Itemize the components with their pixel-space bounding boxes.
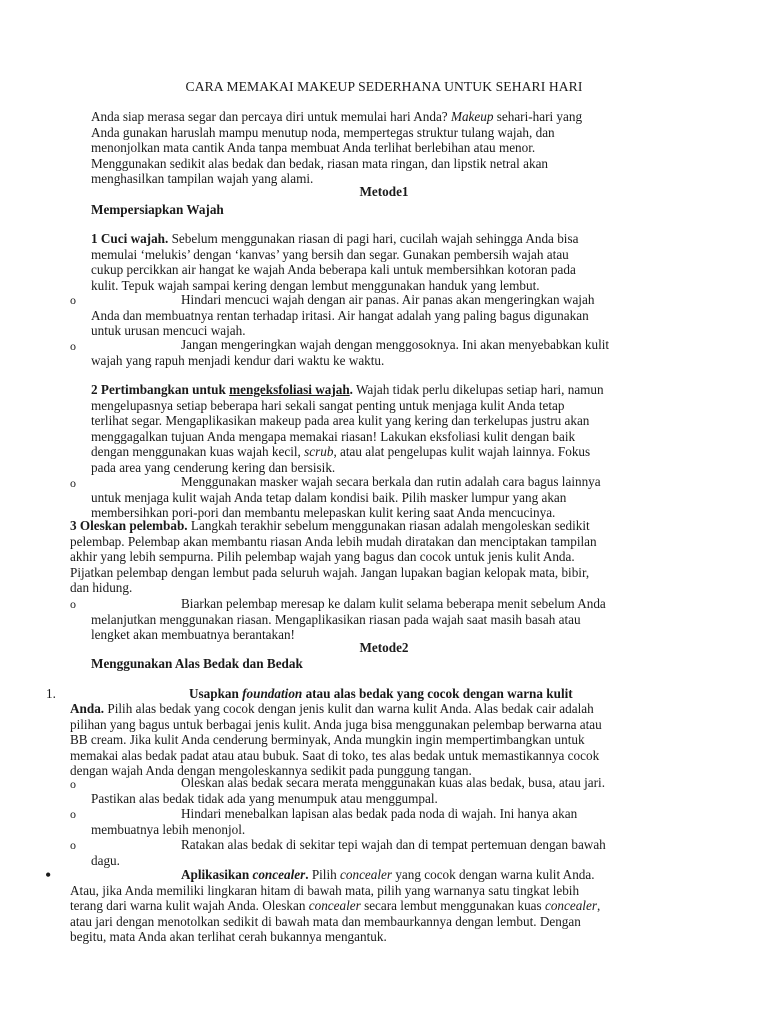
bullet-marker: o (70, 339, 76, 353)
step3-paragraph (70, 518, 597, 596)
bullet-line: untuk urusan mencuci wajah. (91, 323, 246, 339)
m2-step2-italic: concealer (308, 898, 361, 914)
bullet-line: Menggunakan masker wajah secara berkala dan rutin adalah cara bagus lainnya (181, 474, 601, 489)
m2-step2-line: begitu, mata Anda akan terlihat cerah bukannya mengantuk. (70, 929, 387, 945)
m2-step2-line: Atau, jika Anda memiliki lingkaran hitam di bawah mata, pilih yang warnanya satu tingkat lebih (70, 882, 580, 898)
intro-line: menonjolkan mata cantik Anda tanpa membuat Anda terlihat berlebihan atau menor. (91, 140, 536, 156)
intro-italic-makeup: Makeup (450, 109, 494, 124)
step2-line: terlihat segar. Mengaplikasikan makeup pada area kulit yang kering dan terkelupas justru akan (91, 413, 590, 429)
intro-text: Anda siap merasa segar dan percaya diri untuk memulai hari Anda? (91, 109, 451, 124)
step1-line: kulit. Tepuk wajah sampai kering dengan lembut menggunakan handuk yang lembut. (91, 277, 540, 293)
step1-title: 1 Cuci wajah. (91, 231, 169, 246)
step2-text: Wajah tidak perlu dikelupas setiap hari, namun (352, 382, 604, 397)
step2-italic-scrub: scrub (304, 444, 334, 460)
step3-line: akhir yang lebih sempurna. Pilih pelembap wajah yang bagus dan cocok untuk jenis kulit Anda. (70, 549, 575, 565)
step1-paragraph (91, 231, 578, 293)
m2-step1-paragraph (70, 701, 602, 779)
bullet-line: dagu. (91, 852, 120, 868)
m2-step1-line: BB cream. Jika kulit Anda cenderung berminyak, Anda mungkin ingin mempertimbangkan untuk (70, 732, 585, 748)
bullet-line: lengket akan membuatnya berantakan! (91, 627, 295, 643)
m2-step1-title: Usapkan (189, 686, 243, 701)
m2-step2-italic-concealer: concealer (252, 867, 306, 882)
bullet-line: membersihkan pori-pori dan membantu melepaskan kulit kering saat Anda mencucinya. (91, 505, 556, 521)
m2-step1-bullet3 (91, 837, 606, 868)
bullet-dot: • (45, 865, 52, 885)
intro-line: menghasilkan tampilan wajah yang alami. (91, 171, 314, 187)
bullet-line: Jangan mengeringkan wajah dengan menggosoknya. Ini akan menyebabkan kulit (181, 337, 610, 352)
m2-step1-title-end: Anda. (70, 701, 105, 716)
bullet-line: membuatnya lebih menonjol. (91, 821, 246, 837)
intro-text: sehari-hari yang (493, 109, 583, 124)
step2-line: mengelupasnya setiap beberapa hari sekali sangat penting untuk menjaga kulit Anda tetap (91, 397, 565, 413)
bullet-line: Pastikan alas bedak tidak ada yang menumpuk atau menggumpal. (91, 790, 438, 806)
m2-step2-text: , (596, 898, 601, 914)
method2-heading: Metode2 (359, 640, 409, 655)
bullet-line: Anda dan membuatnya rentan terhadap iritasi. Air hangat adalah yang paling bagus digunakan (91, 307, 589, 323)
step1-bullet2 (91, 337, 609, 368)
step2-paragraph (91, 382, 604, 476)
m2-step1-line: pilihan yang bagus untuk berbagai jenis kulit. Anda juga bisa menggunakan pelembap berwarna atau (70, 716, 602, 732)
intro-paragraph (91, 109, 582, 187)
bullet-marker: o (70, 597, 76, 611)
method1-subheading: Mempersiapkan Wajah (91, 202, 224, 217)
m2-step1-title: atau alas bedak yang cocok dengan warna kulit (302, 686, 573, 701)
m2-step1-bullet1 (91, 775, 605, 806)
m2-step2-text: yang cocok dengan warna kulit Anda. (392, 867, 595, 882)
m2-step2-text: Pilih (308, 867, 341, 882)
step1-bullet1 (91, 292, 594, 339)
bullet-line: melanjutkan menggunakan riasan. Mengaplikasikan riasan pada wajah saat masih basah atau (91, 611, 581, 627)
bullet-line: Ratakan alas bedak di sekitar tepi wajah dan di tempat pertemuan dengan bawah (181, 837, 606, 852)
step2-title: 2 Pertimbangkan untuk (91, 382, 230, 397)
bullet-line: Oleskan alas bedak secara merata menggunakan kuas alas bedak, busa, atau jari. (181, 775, 606, 790)
m2-step2-paragraph (70, 867, 600, 945)
step3-line: dan hidung. (70, 580, 133, 596)
intro-line: Menggunakan sedikit alas bedak dan bedak, riasan mata ringan, dan lipstik netral akan (91, 155, 549, 171)
bullet-line: Hindari mencuci wajah dengan air panas. Air panas akan mengeringkan wajah (181, 292, 595, 307)
step2-text: dengan menggunakan kuas wajah kecil, (91, 444, 305, 460)
bullet-line: wajah yang rapuh menjadi kendur dari waktu ke waktu. (91, 352, 385, 368)
step3-line: pelembap. Pelembap akan membantu riasan Anda lebih mudah diratakan dan menciptakan tampilan (70, 533, 597, 549)
step2-line: pada area yang cenderung kering dan bersisik. (91, 459, 336, 475)
intro-line: Anda gunakan haruslah mampu menutup noda, mempertegas struktur tulang wajah, dan (91, 124, 555, 140)
m2-step2-title: Aplikasikan (181, 867, 253, 882)
step2-line: menggagalkan tujuan Anda mengapa memakai riasan! Lakukan eksfoliasi kulit dengan baik (91, 428, 576, 444)
step1-line: cukup percikkan air hangat ke wajah Anda beberapa kali untuk membersihkan kotoran pada (91, 262, 576, 278)
step3-bullet1 (91, 596, 606, 643)
exfoliate-link[interactable]: mengeksfoliasi wajah (229, 382, 350, 397)
bullet-marker: o (70, 807, 76, 821)
step1-text: Sebelum menggunakan riasan di pagi hari, cucilah wajah sehingga Anda bisa (168, 231, 579, 246)
bullet-marker: o (70, 838, 76, 852)
method2-subheading: Menggunakan Alas Bedak dan Bedak (91, 656, 303, 671)
m2-step1-italic-foundation: foundation (242, 686, 303, 701)
step2-text: , atau alat pengelupas kulit wajah lainnya. Fokus (333, 444, 591, 460)
m2-step2-title-end: . (305, 867, 309, 882)
bullet-marker: o (70, 293, 76, 307)
m2-step1-line: dengan wajah Anda dengan mengoleskannya sedikit pada punggung tangan. (70, 763, 472, 779)
step2-bullet1 (91, 474, 601, 521)
m2-step2-text: terang dari warna kulit wajah Anda. Oleskan (70, 898, 309, 914)
step3-line: Pijatkan pelembap dengan lembut pada seluruh wajah. Jangan lupakan bagian kelopak mata, bibir, (70, 564, 590, 580)
bullet-line: untuk menjaga kulit wajah Anda tetap dalam kondisi baik. Pilih masker lumpur yang akan (91, 489, 567, 505)
m2-step1-line: memakai alas bedak padat atau atau bubuk. Saat di toko, tes alas bedak untuk memastikannya cocok (70, 747, 600, 763)
step3-text: Langkah terakhir sebelum menggunakan riasan adalah mengoleskan sedikit (187, 518, 590, 533)
m2-step2-line: atau jari dengan menotolkan sedikit di bawah mata dan membaurkannya dengan lembut. Dengan (70, 913, 581, 929)
list-number: 1. (46, 686, 56, 701)
m2-step2-text: secara lembut menggunakan kuas (360, 898, 545, 914)
bullet-marker: o (70, 777, 76, 791)
m2-step2-italic: concealer (340, 867, 393, 882)
step3-title: 3 Oleskan pelembab. (70, 518, 188, 533)
m2-step2-italic: concealer (544, 898, 597, 914)
m2-step1-heading-line (189, 686, 573, 702)
method1-heading: Metode1 (359, 184, 409, 199)
bullet-line: Biarkan pelembap meresap ke dalam kulit selama beberapa menit sebelum Anda (181, 596, 606, 611)
bullet-line: Hindari menebalkan lapisan alas bedak pada noda di wajah. Ini hanya akan (181, 806, 578, 821)
step1-line: memulai ‘melukis’ dengan ‘kanvas’ yang bersih dan segar. Gunakan pembersih wajah atau (91, 246, 569, 262)
m2-step1-bullet2 (91, 806, 577, 837)
bullet-marker: o (70, 476, 76, 490)
m2-step1-text: Pilih alas bedak yang cocok dengan jenis kulit dan warna kulit Anda. Alas bedak cair adalah (104, 701, 594, 716)
step2-title-end: . (349, 382, 353, 397)
document-title: CARA MEMAKAI MAKEUP SEDERHANA UNTUK SEHARI HARI (185, 79, 583, 94)
